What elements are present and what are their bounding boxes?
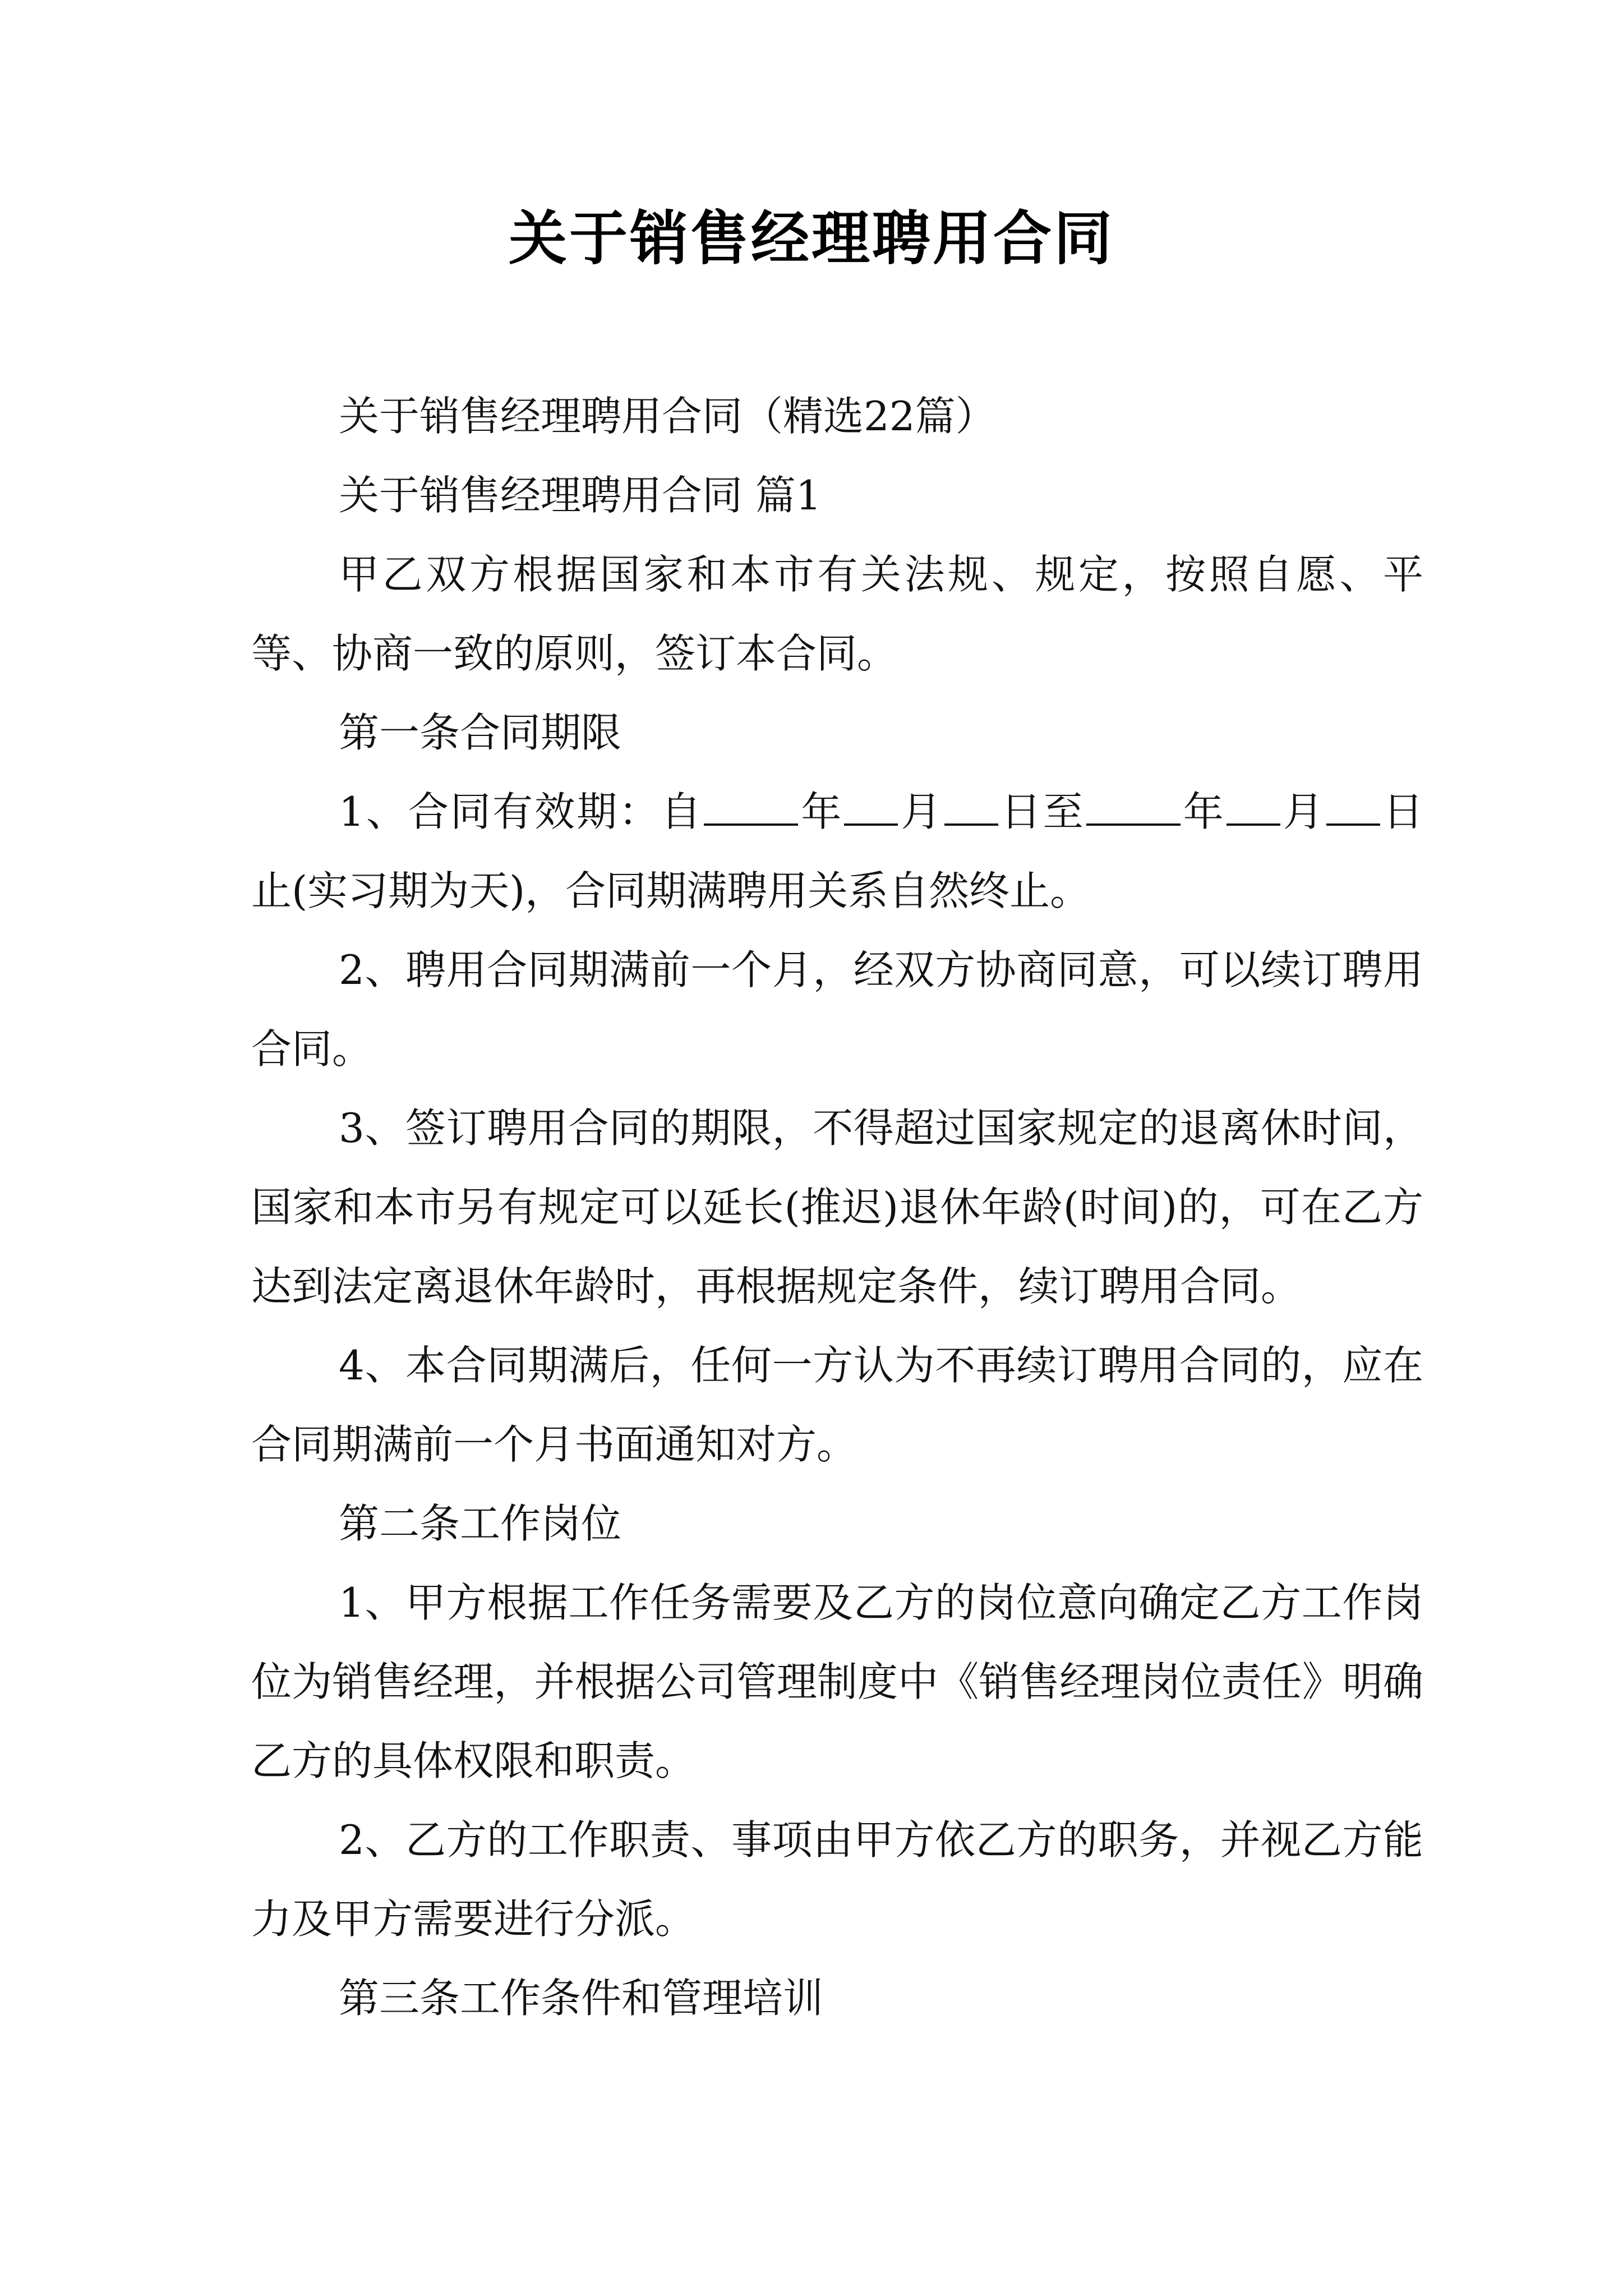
blank-line	[704, 788, 798, 826]
article-1-item-3: 3、签订聘用合同的期限，不得超过国家规定的退离休时间，国家和本市另有规定可以延长(推迟)退休年龄(时间)的，可在乙方达到法定离退休年龄时，再根据规定条件，续订聘用合同。	[251, 1105, 1423, 1310]
text-segment: 日至	[999, 788, 1085, 835]
article-2-item-1: 1、甲方根据工作任务需要及乙方的岗位意向确定乙方工作岗位为销售经理，并根据公司管理制度中《销售经理岗位责任》明确乙方的具体权限和职责。	[251, 1579, 1423, 1784]
article-3-heading: 第三条工作条件和管理培训	[339, 1975, 824, 2022]
intro-paragraph: 甲乙双方根据国家和本市有关法规、规定，按照自愿、平等、协商一致的原则，签订本合同。	[251, 551, 1423, 677]
text-segment: 年	[799, 788, 843, 835]
text-segment: 年	[1181, 788, 1225, 835]
article-1-item-4: 4、本合同期满后，任何一方认为不再续订聘用合同的，应在合同期满前一个月书面通知对方。	[251, 1342, 1423, 1468]
blank-line	[1086, 788, 1181, 826]
document-title: 关于销售经理聘用合同	[508, 204, 1114, 273]
text-segment: 1、合同有效期：自	[339, 788, 703, 835]
text-segment: 月	[1281, 788, 1325, 835]
section-heading: 关于销售经理聘用合同 篇1	[339, 472, 822, 519]
document-body	[251, 377, 1423, 2038]
blank-line	[844, 788, 898, 826]
blank-line	[1326, 788, 1380, 826]
article-1-item-2: 2、聘用合同期满前一个月，经双方协商同意，可以续订聘用合同。	[251, 946, 1423, 1073]
article-2-heading: 第二条工作岗位	[339, 1500, 622, 1547]
document-subtitle: 关于销售经理聘用合同（精选22篇）	[339, 393, 996, 440]
blank-line	[1227, 788, 1280, 826]
text-segment: 日止(实习期为天)，合同期满聘用关系自然终止。	[251, 788, 1423, 914]
text-segment: 月	[899, 788, 943, 835]
blank-line	[944, 788, 998, 826]
article-2-item-2: 2、乙方的工作职责、事项由甲方依乙方的职务，并视乙方能力及甲方需要进行分派。	[251, 1816, 1423, 1943]
article-1-item-1	[251, 772, 1423, 931]
article-1-heading: 第一条合同期限	[339, 709, 622, 756]
